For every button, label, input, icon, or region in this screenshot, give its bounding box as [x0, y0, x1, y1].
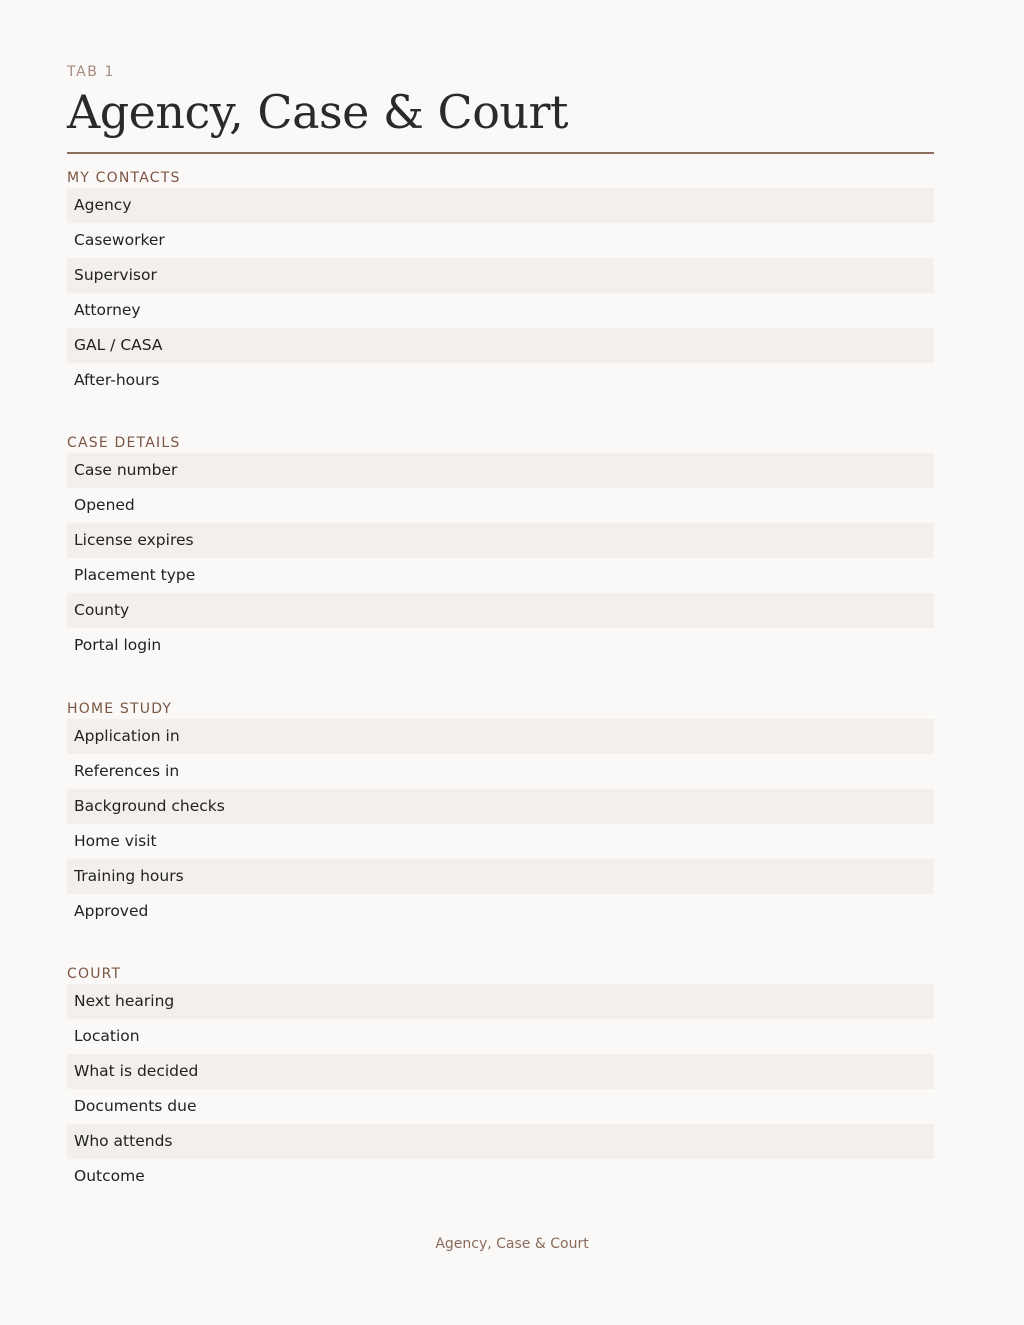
section-case-details: [67, 435, 934, 663]
field-list: [67, 984, 934, 1194]
field-row: Application in: [67, 719, 934, 754]
field-row: Placement type: [74, 566, 196, 584]
section-home-study: [67, 701, 934, 929]
field-row: Next hearing: [67, 984, 934, 1019]
field-row: Caseworker: [74, 231, 165, 249]
field-row: Outcome: [74, 1167, 145, 1185]
field-row: Background checks: [67, 789, 934, 824]
field-row: Home visit: [74, 832, 157, 850]
field-row: Who attends: [67, 1124, 934, 1159]
field-row: Case number: [67, 453, 934, 488]
field-list: [67, 719, 934, 929]
section-heading: CASE DETAILS: [67, 435, 181, 451]
field-row: Documents due: [74, 1097, 197, 1115]
page-title: Agency, Case & Court: [67, 85, 569, 139]
field-row: Agency: [67, 188, 934, 223]
title-divider: [67, 152, 934, 154]
section-heading: MY CONTACTS: [67, 170, 181, 186]
field-row: County: [67, 593, 934, 628]
tab-label: TAB 1: [67, 64, 116, 80]
section-court: [67, 966, 934, 1194]
field-row: Location: [74, 1027, 140, 1045]
section-heading: HOME STUDY: [67, 701, 173, 717]
field-row: Training hours: [67, 859, 934, 894]
page-footer: Agency, Case & Court: [435, 1236, 589, 1252]
field-list: [67, 453, 934, 663]
field-list: [67, 188, 934, 398]
field-row: GAL / CASA: [67, 328, 934, 363]
field-row: After-hours: [74, 371, 160, 389]
field-row: References in: [74, 762, 180, 780]
field-row: Attorney: [74, 301, 141, 319]
field-row: Portal login: [74, 636, 162, 654]
section-my-contacts: [67, 170, 934, 398]
field-row: Supervisor: [67, 258, 934, 293]
field-row: Approved: [74, 902, 149, 920]
field-row: What is decided: [67, 1054, 934, 1089]
field-row: License expires: [67, 523, 934, 558]
section-heading: COURT: [67, 966, 122, 982]
field-row: Opened: [74, 496, 135, 514]
